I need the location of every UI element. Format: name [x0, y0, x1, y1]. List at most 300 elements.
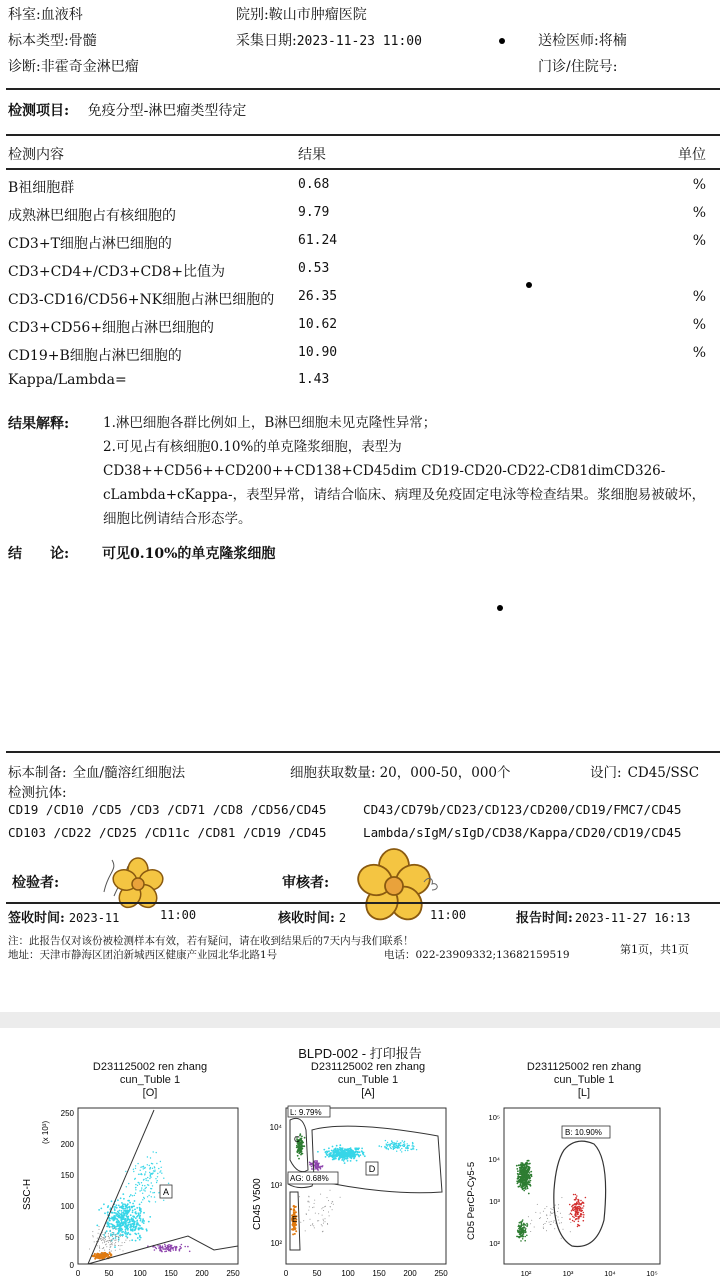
plot-l-name: D231125002 ren zhang	[526, 1061, 642, 1073]
event-dot	[100, 1208, 102, 1210]
event-dot	[305, 1230, 306, 1231]
event-dot	[521, 1176, 523, 1178]
event-dot	[573, 1221, 575, 1223]
plot-a-ytick: 10³	[270, 1181, 282, 1190]
plot-a-name: D231125002 ren zhang	[310, 1061, 426, 1073]
event-dot	[340, 1197, 341, 1198]
event-dot	[132, 1195, 133, 1196]
event-dot	[516, 1165, 518, 1167]
event-dot	[139, 1239, 141, 1241]
event-dot	[333, 1204, 334, 1205]
event-dot	[517, 1173, 519, 1175]
event-dot	[585, 1197, 587, 1199]
plot-o-gate-a: A	[162, 1187, 170, 1197]
event-dot	[101, 1255, 103, 1257]
event-dot	[524, 1240, 526, 1242]
plot-o-xtick: 0	[75, 1269, 81, 1278]
event-dot	[298, 1153, 300, 1155]
event-dot	[138, 1182, 139, 1183]
event-dot	[109, 1251, 110, 1252]
event-dot	[132, 1218, 134, 1220]
plot-l-ylabel: CD5 PerCP-Cy5-5	[466, 1161, 477, 1240]
event-dot	[148, 1185, 149, 1186]
event-dot	[342, 1158, 344, 1160]
event-dot	[128, 1200, 130, 1202]
event-dot	[516, 1168, 518, 1170]
event-dot	[125, 1171, 126, 1172]
event-dot	[143, 1189, 144, 1190]
collect-date-label: 采集日期:	[236, 33, 297, 49]
event-dot	[551, 1221, 552, 1222]
event-dot	[528, 1160, 530, 1162]
event-dot	[115, 1229, 116, 1230]
event-dot	[309, 1162, 311, 1164]
event-dot	[119, 1206, 121, 1208]
event-dot	[396, 1145, 397, 1146]
event-dot	[350, 1160, 352, 1162]
event-dot	[129, 1224, 131, 1226]
plot-l-xtick: 10⁴	[604, 1269, 616, 1278]
event-dot	[336, 1145, 338, 1147]
event-dot	[531, 1220, 532, 1221]
row-name: CD19+B细胞占淋巴细胞的	[8, 348, 182, 364]
event-dot	[573, 1204, 575, 1206]
event-dot	[351, 1151, 353, 1153]
event-dot	[554, 1220, 555, 1221]
event-dot	[141, 1174, 142, 1175]
event-dot	[301, 1140, 303, 1142]
event-dot	[130, 1234, 132, 1236]
event-dot	[334, 1148, 336, 1150]
event-dot	[577, 1224, 579, 1226]
event-dot	[167, 1245, 169, 1247]
event-dot	[403, 1144, 404, 1145]
plot-a-tube: cun_Tuble 1	[337, 1074, 399, 1086]
event-dot	[569, 1204, 571, 1206]
event-dot	[122, 1208, 124, 1210]
event-dot	[108, 1224, 110, 1226]
event-dot	[155, 1201, 156, 1202]
event-dot	[354, 1147, 356, 1149]
event-dot	[314, 1168, 316, 1170]
row-name: CD3+CD56+细胞占淋巴细胞的	[8, 320, 215, 336]
event-dot	[146, 1187, 147, 1188]
event-dot	[527, 1176, 529, 1178]
event-dot	[394, 1146, 395, 1147]
inpatient-label: 门诊/住院号:	[538, 59, 618, 75]
event-dot	[138, 1229, 140, 1231]
event-dot	[96, 1254, 98, 1256]
receive-time-field	[8, 907, 119, 926]
event-dot	[547, 1218, 548, 1219]
plot-a-xtick: 200	[403, 1269, 417, 1278]
event-dot	[114, 1240, 115, 1241]
event-dot	[526, 1226, 528, 1228]
event-dot	[134, 1195, 135, 1196]
event-dot	[99, 1226, 100, 1227]
check-time-field	[278, 907, 346, 926]
event-dot	[119, 1215, 121, 1217]
plot-l-tag: [L]	[577, 1087, 591, 1099]
event-dot	[128, 1183, 129, 1184]
event-dot	[578, 1221, 580, 1223]
event-dot	[523, 1236, 525, 1238]
event-dot	[101, 1236, 102, 1237]
plot-o-xtick: 250	[226, 1269, 240, 1278]
event-dot	[316, 1160, 318, 1162]
conclusion-value: 可见0.10%的单克隆浆细胞	[102, 546, 276, 562]
event-dot	[127, 1211, 129, 1213]
event-dot	[119, 1213, 121, 1215]
event-dot	[578, 1199, 580, 1201]
footer-address: 地址：天津市静海区团泊新城西区健康产业园北华北路1号	[8, 949, 278, 961]
event-dot	[318, 1169, 320, 1171]
event-dot	[149, 1201, 150, 1202]
event-dot	[327, 1197, 328, 1198]
event-dot	[121, 1214, 123, 1216]
event-dot	[577, 1207, 579, 1209]
event-dot	[141, 1187, 142, 1188]
event-dot	[558, 1204, 559, 1205]
event-dot	[138, 1174, 139, 1175]
event-dot	[143, 1220, 145, 1222]
event-dot	[342, 1154, 344, 1156]
event-dot	[129, 1221, 131, 1223]
event-dot	[394, 1148, 395, 1149]
event-dot	[144, 1173, 145, 1174]
event-dot	[141, 1221, 143, 1223]
event-dot	[308, 1210, 309, 1211]
plot-o-xtick: 200	[195, 1269, 209, 1278]
interpretation-line1: 1.淋巴细胞各群比例如上，B淋巴细胞未见克隆性异常；	[103, 415, 437, 431]
event-dot	[330, 1190, 331, 1191]
event-dot	[576, 1204, 578, 1206]
event-dot	[126, 1206, 128, 1208]
event-dot	[105, 1233, 106, 1234]
event-dot	[320, 1194, 321, 1195]
event-dot	[300, 1222, 301, 1223]
event-dot	[148, 1221, 150, 1223]
event-dot	[574, 1206, 576, 1208]
check-time-value: 11:00	[430, 908, 467, 922]
plot-a-gate-ag-label: AG: 0.68%	[290, 1174, 329, 1183]
event-dot	[147, 1177, 148, 1178]
event-dot	[520, 1240, 522, 1242]
event-dot	[526, 1186, 528, 1188]
plot-a-gate-e-label: E	[292, 1215, 298, 1224]
event-dot	[181, 1244, 183, 1246]
event-dot	[530, 1180, 532, 1182]
event-dot	[530, 1231, 531, 1232]
event-dot	[520, 1162, 522, 1164]
check-date-value: 2	[338, 911, 347, 925]
event-dot	[341, 1149, 343, 1151]
event-dot	[581, 1214, 583, 1216]
event-dot	[337, 1150, 339, 1152]
footer-phone: 电话：022-23909332;13682159519	[384, 949, 570, 961]
event-dot	[138, 1233, 140, 1235]
event-dot	[552, 1209, 553, 1210]
event-dot	[136, 1225, 138, 1227]
event-dot	[110, 1247, 111, 1248]
doctor-label: 送检医师:	[538, 33, 599, 49]
event-dot	[116, 1207, 118, 1209]
event-dot	[534, 1227, 535, 1228]
event-dot	[157, 1176, 158, 1177]
event-dot	[328, 1212, 329, 1213]
row-value: 10.62	[298, 317, 338, 332]
receive-time-label: 签收时间:	[8, 911, 65, 926]
event-dot	[325, 1206, 326, 1207]
event-dot	[517, 1170, 519, 1172]
event-dot	[122, 1218, 124, 1220]
scan-speck	[499, 38, 505, 44]
event-dot	[145, 1171, 146, 1172]
event-dot	[154, 1170, 155, 1171]
event-dot	[135, 1211, 137, 1213]
event-dot	[530, 1174, 532, 1176]
event-dot	[322, 1215, 323, 1216]
event-dot	[120, 1245, 121, 1246]
event-dot	[149, 1216, 151, 1218]
event-dot	[543, 1211, 544, 1212]
event-dot	[107, 1253, 108, 1254]
event-dot	[125, 1210, 127, 1212]
event-dot	[135, 1193, 136, 1194]
event-dot	[518, 1232, 520, 1234]
event-dot	[400, 1145, 401, 1146]
event-dot	[136, 1207, 138, 1209]
event-dot	[120, 1197, 122, 1199]
event-dot	[570, 1213, 572, 1215]
event-dot	[162, 1247, 164, 1249]
event-dot	[299, 1196, 300, 1197]
event-dot	[359, 1151, 361, 1153]
event-dot	[517, 1183, 519, 1185]
event-dot	[104, 1250, 105, 1251]
event-dot	[361, 1148, 363, 1150]
event-dot	[101, 1240, 102, 1241]
event-dot	[320, 1168, 322, 1170]
event-dot	[390, 1147, 391, 1148]
event-dot	[543, 1224, 544, 1225]
event-dot	[301, 1138, 303, 1140]
event-dot	[152, 1192, 153, 1193]
antibody-right-2: Lambda/sIgM/sIgD/CD38/Kappa/CD20/CD19/CD45	[363, 825, 682, 840]
event-dot	[139, 1225, 141, 1227]
event-dot	[344, 1162, 346, 1164]
plot-a-frame	[286, 1108, 446, 1264]
event-dot	[344, 1157, 346, 1159]
event-dot	[112, 1239, 113, 1240]
event-dot	[102, 1237, 103, 1238]
event-dot	[109, 1249, 110, 1250]
event-dot	[524, 1174, 526, 1176]
event-dot	[149, 1178, 150, 1179]
scan-speck	[497, 605, 503, 611]
event-dot	[576, 1195, 578, 1197]
event-dot	[99, 1248, 100, 1249]
event-dot	[112, 1212, 114, 1214]
event-dot	[402, 1140, 403, 1141]
event-dot	[321, 1208, 322, 1209]
event-dot	[103, 1239, 104, 1240]
event-dot	[530, 1171, 532, 1173]
event-dot	[179, 1246, 181, 1248]
plot-l-dots	[516, 1160, 586, 1242]
event-dot	[129, 1208, 131, 1210]
event-dot	[103, 1234, 104, 1235]
event-dot	[130, 1219, 132, 1221]
plot-o-name: D231125002 ren zhang	[92, 1061, 208, 1073]
plot-a-ytick: 10²	[270, 1239, 282, 1248]
event-dot	[309, 1206, 310, 1207]
event-dot	[139, 1174, 140, 1175]
plot-o-ylabel: SSC-H	[22, 1178, 33, 1210]
event-dot	[166, 1250, 168, 1252]
event-dot	[330, 1206, 331, 1207]
event-dot	[410, 1149, 411, 1150]
event-dot	[118, 1245, 119, 1246]
event-dot	[296, 1147, 298, 1149]
event-dot	[543, 1227, 544, 1228]
event-dot	[324, 1206, 325, 1207]
event-dot	[158, 1168, 159, 1169]
event-dot	[111, 1224, 113, 1226]
footer-note: 注：此报告仅对该份被检测样本有效，若有疑问，请在收到结果后的7天内与我们联系！	[8, 935, 414, 947]
row-value: 26.35	[298, 289, 338, 304]
event-dot	[157, 1173, 158, 1174]
event-dot	[107, 1211, 109, 1213]
event-dot	[164, 1244, 166, 1246]
event-dot	[528, 1174, 530, 1176]
event-dot	[144, 1185, 145, 1186]
event-dot	[384, 1146, 385, 1147]
event-dot	[106, 1230, 108, 1232]
event-dot	[546, 1215, 547, 1216]
plot-a-title	[278, 1061, 458, 1100]
event-dot	[129, 1196, 130, 1197]
row-value: 0.68	[298, 177, 330, 192]
event-dot	[518, 1225, 520, 1227]
row-value: 0.53	[298, 261, 330, 276]
row-name: Kappa/Lambda=	[8, 372, 127, 388]
plot-o-xtick: 100	[133, 1269, 147, 1278]
event-dot	[572, 1207, 574, 1209]
event-dot	[297, 1151, 299, 1153]
event-dot	[151, 1188, 152, 1189]
event-dot	[407, 1145, 408, 1146]
event-dot	[97, 1256, 99, 1258]
event-dot	[413, 1148, 414, 1149]
event-dot	[120, 1234, 121, 1235]
event-dot	[104, 1240, 105, 1241]
gate-value: CD45/SSC	[627, 765, 700, 781]
plot-l-gate-b	[554, 1141, 606, 1246]
event-dot	[144, 1167, 145, 1168]
event-dot	[122, 1193, 124, 1195]
event-dot	[117, 1233, 119, 1235]
plot-l-tube: cun_Tuble 1	[553, 1074, 615, 1086]
event-dot	[148, 1195, 149, 1196]
event-dot	[187, 1246, 189, 1248]
specimen-label: 标本类型:	[8, 33, 69, 49]
plot-o-ytick: 50	[65, 1233, 74, 1242]
event-dot	[127, 1238, 128, 1239]
event-dot	[316, 1168, 318, 1170]
plot-l-title	[494, 1061, 674, 1100]
event-dot	[122, 1236, 123, 1237]
event-dot	[161, 1167, 162, 1168]
event-dot	[114, 1246, 116, 1248]
event-dot	[332, 1146, 334, 1148]
event-dot	[184, 1246, 186, 1248]
event-dot	[132, 1226, 134, 1228]
event-dot	[118, 1205, 120, 1207]
event-dot	[154, 1249, 156, 1251]
event-dot	[151, 1196, 152, 1197]
event-dot	[303, 1220, 304, 1221]
event-dot	[540, 1217, 541, 1218]
event-dot	[105, 1239, 106, 1240]
event-dot	[167, 1246, 169, 1248]
event-dot	[521, 1165, 523, 1167]
report-time-field	[516, 907, 690, 926]
event-dot	[558, 1217, 559, 1218]
event-dot	[124, 1208, 126, 1210]
event-dot	[159, 1171, 160, 1172]
plot-o-title	[60, 1061, 240, 1100]
event-dot	[114, 1234, 115, 1235]
event-dot	[139, 1235, 141, 1237]
table-row	[8, 345, 706, 365]
event-dot	[110, 1241, 111, 1242]
event-dot	[519, 1173, 521, 1175]
event-dot	[523, 1234, 524, 1235]
event-dot	[99, 1247, 100, 1248]
event-dot	[583, 1214, 585, 1216]
event-dot	[526, 1235, 528, 1237]
event-dot	[576, 1212, 578, 1214]
event-dot	[154, 1171, 155, 1172]
event-dot	[135, 1240, 137, 1242]
event-dot	[407, 1143, 408, 1144]
event-dot	[123, 1210, 125, 1212]
event-dot	[572, 1220, 574, 1222]
event-dot	[127, 1219, 129, 1221]
event-dot	[356, 1160, 358, 1162]
check-time-label: 核收时间:	[278, 911, 335, 926]
event-dot	[169, 1246, 171, 1248]
event-dot	[112, 1242, 113, 1243]
event-dot	[134, 1221, 136, 1223]
event-dot	[518, 1186, 520, 1188]
event-dot	[113, 1238, 114, 1239]
event-dot	[344, 1150, 346, 1152]
event-dot	[323, 1220, 324, 1221]
event-dot	[323, 1219, 324, 1220]
event-dot	[116, 1204, 118, 1206]
event-dot	[521, 1221, 523, 1223]
event-dot	[340, 1152, 342, 1154]
event-dot	[521, 1226, 523, 1228]
event-dot	[343, 1160, 345, 1162]
event-dot	[398, 1145, 399, 1146]
event-dot	[318, 1213, 319, 1214]
event-dot	[522, 1188, 524, 1190]
event-dot	[581, 1210, 583, 1212]
event-dot	[108, 1236, 109, 1237]
